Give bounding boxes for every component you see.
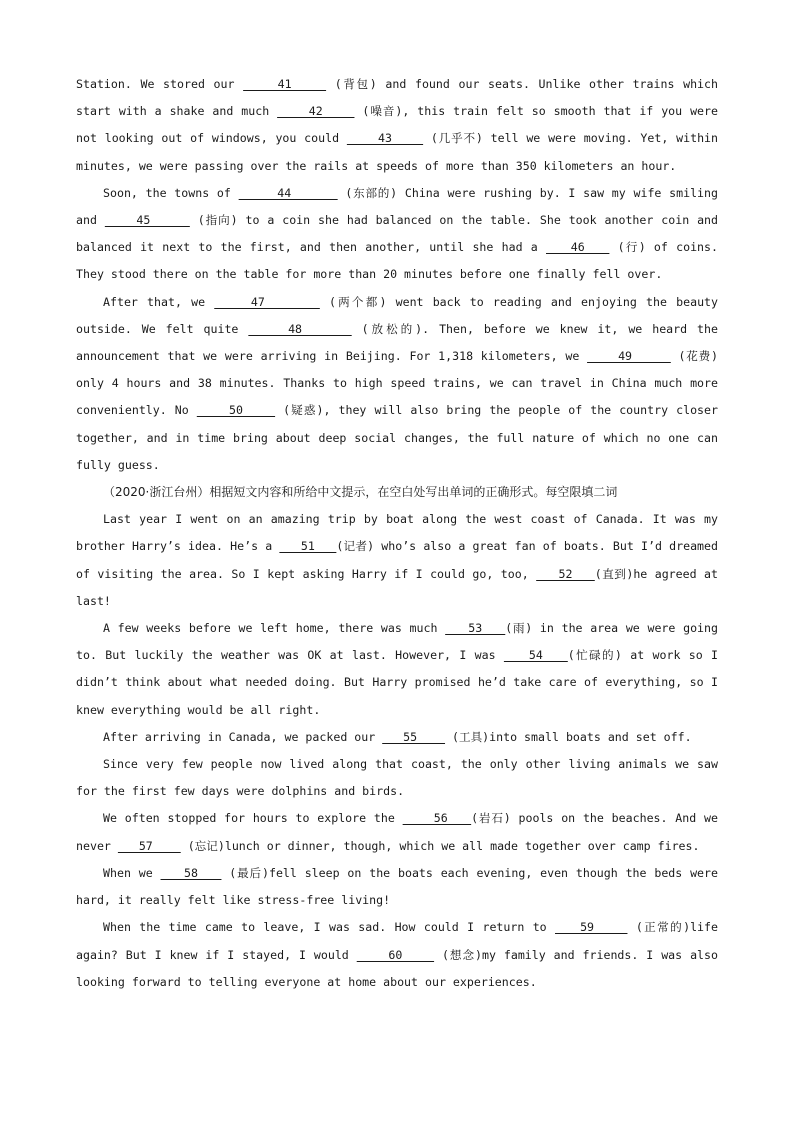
answer-blank[interactable]: 56 — [402, 811, 472, 826]
text-run: (记者) who’s also a great fan of boats. But I’d dreamed of visiting the area. So I kept asking Harry if I could go, too, — [76, 539, 718, 581]
text-run: (忘记)lunch or dinner, though, which we all made together over camp fires. — [180, 838, 700, 853]
text-run: (想念)my family and friends. I was also looking forward to telling everyone at home about our experiences. — [76, 947, 718, 989]
document-page — [76, 71, 718, 996]
answer-blank[interactable]: 41 — [243, 77, 327, 91]
answer-blank[interactable]: 45 — [104, 213, 190, 228]
text-run: (最后)fell sleep on the boats each evening, even though the beds were hard, it really felt like stress-free living! — [76, 865, 718, 908]
answer-blank[interactable]: 53 — [445, 621, 506, 636]
answer-blank[interactable]: 54 — [503, 648, 568, 663]
text-run: (直到)he agreed at last! — [76, 566, 718, 608]
section-heading — [76, 479, 718, 506]
answer-blank[interactable]: 51 — [279, 539, 337, 554]
paragraph — [76, 751, 718, 805]
answer-blank[interactable]: 44 — [238, 185, 338, 200]
text-run: (噪音), this train felt so smooth that if you were not looking out of windows, you could — [76, 104, 718, 146]
text-run: (疑惑), they will also bring the people of the country closer together, and in time bring about deep social changes, the full nature of which no one can fully guess. — [76, 403, 718, 472]
text-run: (放松的). Then, before we knew it, we heard the announcement that we were arriving in Beijing. For 1,318 kilometers, we — [76, 321, 718, 364]
text-run: Last year I went on an amazing trip by boat along the west coast of Canada. It was my brother Harry’s idea. He’s a — [76, 512, 718, 554]
paragraph — [76, 615, 718, 724]
text-run: When we — [103, 865, 161, 880]
text-run: (背包) and found our seats. Unlike other trains which start with a shake and much — [76, 77, 718, 119]
text-run: (两个都) went back to reading and enjoying the beauty outside. We felt quite — [76, 294, 719, 336]
answer-blank[interactable]: 50 — [196, 403, 276, 418]
text-run: (指向) to a coin she had balanced on the table. She took another coin and balanced it next to the first, and then another, until she had a — [76, 213, 719, 255]
answer-blank[interactable]: 52 — [536, 566, 595, 581]
paragraph — [76, 724, 718, 751]
text-run: Soon, the towns of — [103, 185, 239, 200]
text-run: Station. We stored our — [76, 77, 244, 91]
paragraph — [76, 180, 718, 289]
answer-blank[interactable]: 42 — [277, 104, 355, 119]
text-run: (工具)into small boats and set off. — [445, 729, 692, 744]
paragraph — [76, 860, 718, 914]
text-run: After arriving in Canada, we packed our — [103, 729, 383, 744]
answer-blank[interactable]: 59 — [555, 920, 628, 935]
answer-blank[interactable]: 46 — [546, 240, 610, 255]
answer-blank[interactable]: 43 — [346, 131, 424, 146]
paragraph — [76, 289, 718, 479]
text-run: (正常的)life again? But I knew if I stayed, I would — [76, 920, 718, 962]
paragraph — [76, 914, 718, 996]
text-run: (几乎不) tell we were moving. Yet, within minutes, we were passing over the rails at speeds of more than 350 kilometers an hour. — [76, 131, 719, 173]
text-run: A few weeks before we left home, there was much — [103, 621, 446, 636]
text-run: (东部的) China were rushing by. I saw my wife smiling and — [76, 185, 719, 228]
answer-blank[interactable]: 49 — [587, 349, 671, 364]
paragraph — [76, 805, 718, 859]
paragraph — [76, 71, 718, 180]
text-run: (花费) only 4 hours and 38 minutes. Thanks to high speed trains, we can travel in China much more conveniently. No — [76, 349, 719, 418]
paragraph — [76, 506, 718, 615]
answer-blank[interactable]: 47 — [214, 294, 320, 309]
text-run: （2020·浙江台州）相据短文内容和所给中文提示，在空白处写出单词的正确形式。每空限填二词 — [103, 485, 618, 500]
text-run: (行) of coins. They stood there on the table for more than 20 minutes before one finally fell over. — [76, 240, 718, 282]
text-run: After that, we — [103, 294, 215, 309]
answer-blank[interactable]: 55 — [382, 729, 446, 744]
text-run: Since very few people now lived along that coast, the only other living animals we saw for the first few days were dolphins and birds. — [76, 757, 718, 799]
answer-blank[interactable]: 60 — [356, 947, 435, 962]
answer-blank[interactable]: 48 — [248, 321, 352, 336]
text-run: We often stopped for hours to explore the — [103, 811, 403, 826]
answer-blank[interactable]: 58 — [160, 865, 222, 880]
text-run: (岩石) pools on the beaches. And we never — [76, 811, 718, 853]
text-run: When the time came to leave, I was sad. How could I return to — [103, 920, 556, 935]
answer-blank[interactable]: 57 — [117, 838, 181, 853]
text-run: (忙碌的) at work so I didn’t think about what needed doing. But Harry promised he’d take care of everything, so I knew everything would be all right. — [76, 648, 719, 717]
text-run: (雨) in the area we were going to. But luckily the weather was OK at last. However, I was — [76, 621, 718, 663]
